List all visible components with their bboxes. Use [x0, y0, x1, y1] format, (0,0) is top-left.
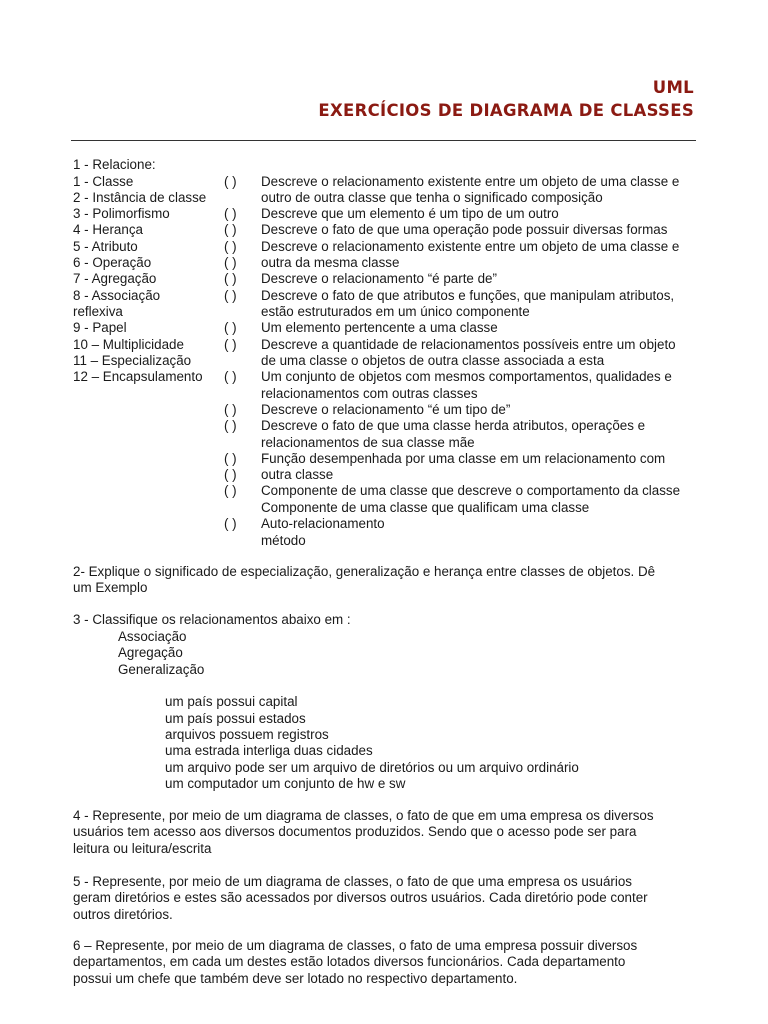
term-item: 9 - Papel [73, 320, 127, 335]
term-item: 11 – Especialização [73, 353, 192, 368]
description-line: Descreve o fato de que uma classe herda atributos, operações e [261, 418, 646, 433]
question-5 [73, 874, 723, 923]
description-line: Auto-relacionamento [261, 516, 385, 531]
description-line: Descreve o relacionamento existente entre um objeto de uma classe e [261, 174, 680, 189]
description-line: Um conjunto de objetos com mesmos comportamentos, qualidades e [261, 369, 672, 384]
answer-blank[interactable]: ( ) [224, 418, 237, 433]
term-item: reflexiva [73, 304, 123, 319]
term-item: 8 - Associação [73, 288, 161, 303]
question-4-line: usuários tem acesso aos diversos documentos produzidos. Sendo que o acesso pode ser para [73, 824, 637, 840]
answer-blank[interactable]: ( ) [224, 206, 237, 221]
term-item: 2 - Instância de classe [73, 190, 207, 205]
description-line: Componente de uma classe que qualificam uma classe [261, 500, 590, 515]
description-line: relacionamentos de sua classe mãe [261, 435, 475, 450]
description-line: Descreve o relacionamento “é um tipo de” [261, 402, 511, 417]
description-line: de uma classe o objetos de outra classe associada a esta [261, 353, 605, 368]
question-4 [73, 808, 723, 857]
term-item: 5 - Atributo [73, 239, 138, 254]
description-line: relacionamentos com outras classes [261, 386, 478, 401]
question-2 [73, 564, 723, 597]
description-line: Descreve o fato de que atributos e funções, que manipulam atributos, [261, 288, 675, 303]
question-6-line: 6 – Represente, por meio de um diagrama de classes, o fato de uma empresa possuir diversos [73, 938, 638, 953]
question-5-line: geram diretórios e estes são acessados por diversos outros usuários. Cada diretório pode conter [73, 890, 648, 906]
term-item: 12 – Encapsulamento [73, 369, 203, 384]
question-6-line: departamentos, em cada um destes estão lotados diversos funcionários. Cada departamento [73, 954, 626, 970]
description-line: Descreve que um elemento é um tipo de um outro [261, 206, 559, 221]
relationship-item: um arquivo pode ser um arquivo de diretórios ou um arquivo ordinário [165, 760, 579, 775]
term-item: 6 - Operação [73, 255, 152, 270]
description-line: Descreve a quantidade de relacionamentos possíveis entre um objeto [261, 337, 676, 352]
relationship-item: uma estrada interliga duas cidades [165, 743, 373, 758]
answer-blank[interactable]: ( ) [224, 483, 237, 498]
question-2-line: 2- Explique o significado de especialização, generalização e herança entre classes de objetos. Dê [73, 564, 656, 579]
answer-blank[interactable]: ( ) [224, 516, 237, 531]
answer-blank[interactable]: ( ) [224, 320, 237, 335]
question-3-intro: 3 - Classifique os relacionamentos abaixo em : [73, 612, 351, 627]
description-line: método [261, 533, 306, 548]
description-line: Descreve o fato de que uma operação pode possuir diversas formas [261, 222, 668, 237]
question-4-line: 4 - Represente, por meio de um diagrama de classes, o fato de que em uma empresa os diversos [73, 808, 654, 823]
answer-blank[interactable]: ( ) [224, 222, 237, 237]
answer-blank[interactable]: ( ) [224, 402, 237, 417]
answer-blank[interactable]: ( ) [224, 369, 237, 384]
category-item: Associação [118, 629, 187, 644]
relationship-item: arquivos possuem registros [165, 727, 329, 742]
relationship-item: um computador um conjunto de hw e sw [165, 776, 406, 791]
term-item: 3 - Polimorfismo [73, 206, 170, 221]
description-line: Um elemento pertencente a uma classe [261, 320, 498, 335]
answer-blank[interactable]: ( ) [224, 337, 237, 352]
category-item: Agregação [118, 645, 183, 660]
description-line: Descreve o relacionamento existente entre um objeto de uma classe e [261, 239, 680, 254]
answer-blank[interactable]: ( ) [224, 239, 237, 254]
relationship-item: um país possui estados [165, 711, 306, 726]
question-5-line: 5 - Represente, por meio de um diagrama de classes, o fato de que uma empresa os usuários [73, 874, 632, 889]
description-line: Componente de uma classe que descreve o comportamento da classe [261, 483, 681, 498]
question-6 [73, 938, 723, 987]
term-item: 10 – Multiplicidade [73, 337, 184, 352]
question-1-intro: 1 - Relacione: [73, 157, 156, 172]
page-subtitle: EXERCÍCIOS DE DIAGRAMA DE CLASSES [318, 101, 694, 120]
answer-blank[interactable]: ( ) [224, 174, 237, 189]
question-4-line: leitura ou leitura/escrita [73, 840, 212, 856]
term-item: 4 - Herança [73, 222, 143, 237]
page-title: UML [652, 78, 694, 97]
answer-blank[interactable]: ( ) [224, 288, 237, 303]
answer-blank[interactable]: ( ) [224, 271, 237, 286]
description-line: outra classe [261, 467, 334, 482]
description-line: Descreve o relacionamento “é parte de” [261, 271, 497, 286]
question-5-line: outros diretórios. [73, 906, 173, 922]
answer-blank[interactable]: ( ) [224, 451, 237, 466]
header-divider [71, 140, 696, 141]
description-line: outro de outra classe que tenha o significado composição [261, 190, 603, 205]
term-item: 7 - Agregação [73, 271, 157, 286]
question-6-line: possui um chefe que também deve ser lotado no respectivo departamento. [73, 970, 518, 986]
description-line: outra da mesma classe [261, 255, 400, 270]
question-2-line: um Exemplo [73, 580, 148, 596]
description-line: estão estruturados em um único componente [261, 304, 530, 319]
category-item: Generalização [118, 662, 205, 677]
answer-blank[interactable]: ( ) [224, 255, 237, 270]
term-item: 1 - Classe [73, 174, 134, 189]
description-line: Função desempenhada por uma classe em um relacionamento com [261, 451, 666, 466]
relationship-item: um país possui capital [165, 694, 298, 709]
answer-blank[interactable]: ( ) [224, 467, 237, 482]
